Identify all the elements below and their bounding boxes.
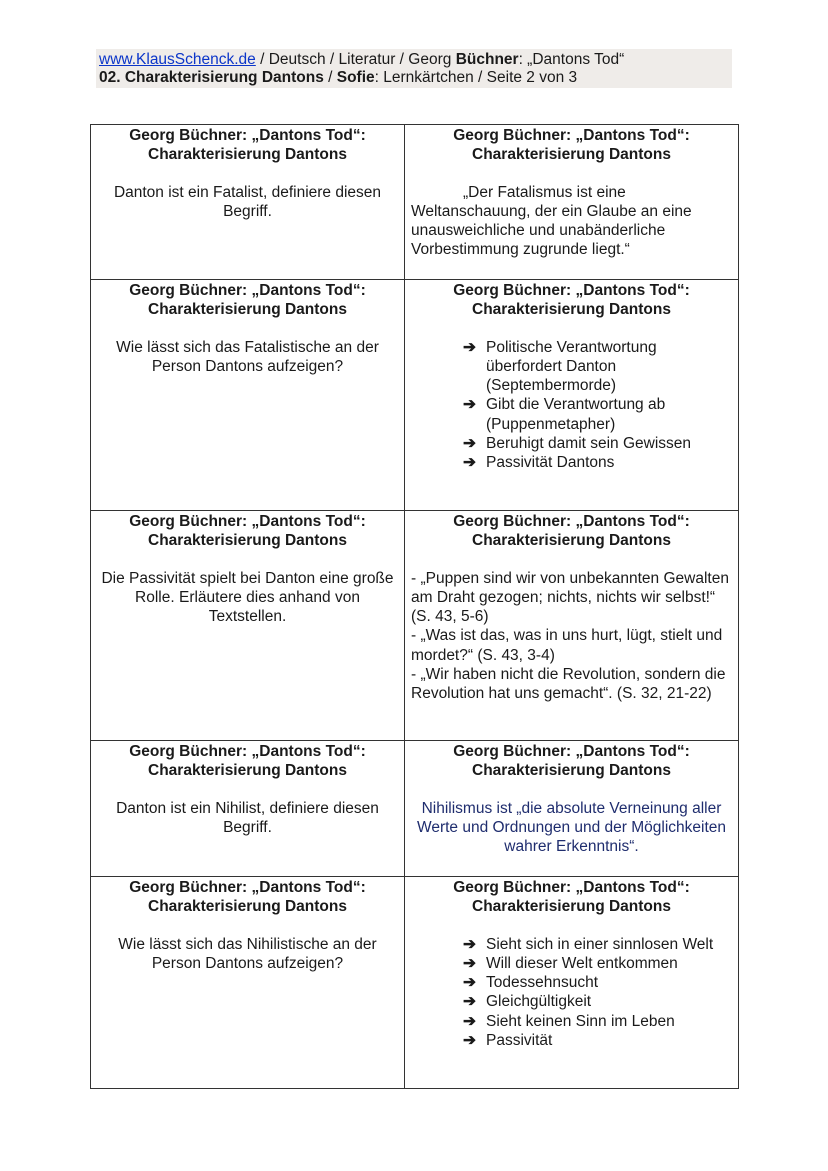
arrow-right-icon: ➔ xyxy=(463,435,476,453)
answer-card xyxy=(405,877,739,1089)
card-title: Georg Büchner: „Dantons Tod“: Charakterisierung Dantons xyxy=(129,513,366,550)
answer-card xyxy=(405,741,739,877)
separator: / xyxy=(323,69,337,86)
flashcard-row xyxy=(91,511,739,741)
flashcard-row xyxy=(91,877,739,1089)
question-card xyxy=(91,280,405,511)
arrow-right-icon: ➔ xyxy=(463,396,476,414)
quote-line: - „Puppen sind wir von unbekannten Gewalten am Draht gezogen; nichts, nichts wir selbst!“ (S. 43, 5-6) xyxy=(411,569,729,626)
author-name: Büchner xyxy=(455,51,519,68)
arrow-right-icon: ➔ xyxy=(463,993,476,1011)
answer-card xyxy=(405,280,739,511)
list-item: ➔ Passivität xyxy=(463,1032,553,1050)
header-line-1 xyxy=(99,51,729,69)
card-title: Georg Büchner: „Dantons Tod“: Charakterisierung Dantons xyxy=(453,879,690,916)
question-card xyxy=(91,125,405,280)
list-item: ➔ Politische Verantwortung überfordert Danton (Septembermorde) xyxy=(463,338,657,395)
card-title: Georg Büchner: „Dantons Tod“: Charakterisierung Dantons xyxy=(129,127,366,164)
list-item: ➔ Gibt die Verantwortung ab (Puppenmetapher) xyxy=(463,396,666,433)
list-item: ➔ Todessehnsucht xyxy=(463,974,599,992)
site-link[interactable]: www.KlausSchenck.de xyxy=(99,51,256,68)
answer-card xyxy=(405,511,739,741)
page-info: : Lernkärtchen / Seite 2 von 3 xyxy=(374,69,578,86)
answer-list xyxy=(411,338,732,473)
card-title: Georg Büchner: „Dantons Tod“: Charakterisierung Dantons xyxy=(129,743,366,780)
question-text: Danton ist ein Nihilist, definiere diesen Begriff. xyxy=(116,799,379,836)
list-item: ➔ Passivität Dantons xyxy=(463,454,615,472)
card-title: Georg Büchner: „Dantons Tod“: Charakterisierung Dantons xyxy=(453,127,690,164)
flashcard-row xyxy=(91,741,739,877)
arrow-right-icon: ➔ xyxy=(463,974,476,992)
question-card xyxy=(91,511,405,741)
answer-text: „Der Fatalismus ist eine Weltanschauung, der ein Glaube an eine unausweichliche und unabänderliche Vorbestimmung zugrunde liegt.“ xyxy=(411,183,692,259)
card-title: Georg Büchner: „Dantons Tod“: Charakterisierung Dantons xyxy=(453,282,690,319)
arrow-right-icon: ➔ xyxy=(463,954,476,972)
quote-line: - „Wir haben nicht die Revolution, sondern die Revolution hat uns gemacht“. (S. 32, 21-22) xyxy=(411,666,726,703)
card-title: Georg Büchner: „Dantons Tod“: Charakterisierung Dantons xyxy=(453,743,690,780)
page-header xyxy=(96,49,732,88)
arrow-right-icon: ➔ xyxy=(463,454,476,472)
work-title: : „Dantons Tod“ xyxy=(518,51,625,68)
question-card xyxy=(91,877,405,1089)
flashcard-row xyxy=(91,125,739,280)
arrow-right-icon: ➔ xyxy=(463,1032,476,1050)
list-item: ➔ Beruhigt damit sein Gewissen xyxy=(463,435,692,453)
answer-text: Nihilismus ist „die absolute Verneinung aller Werte und Ordnungen und der Möglichkeiten wahrer Erkenntnis“. xyxy=(416,799,727,856)
flashcard-row xyxy=(91,280,739,511)
card-title: Georg Büchner: „Dantons Tod“: Charakterisierung Dantons xyxy=(129,282,366,319)
answer-quotes xyxy=(411,569,732,704)
question-text: Wie lässt sich das Fatalistische an der Person Dantons aufzeigen? xyxy=(116,338,379,375)
list-item: ➔ Will dieser Welt entkommen xyxy=(463,954,678,972)
quote-line: - „Was ist das, was in uns hurt, lügt, stielt und mordet?“ (S. 43, 3-4) xyxy=(411,627,723,664)
student-name: Sofie xyxy=(336,69,375,86)
list-item: ➔ Sieht sich in einer sinnlosen Welt xyxy=(463,935,714,953)
question-card xyxy=(91,741,405,877)
breadcrumb: / Deutsch / Literatur / Georg xyxy=(255,51,456,68)
question-text: Wie lässt sich das Nihilistische an der Person Dantons aufzeigen? xyxy=(118,935,377,972)
header-line-2 xyxy=(99,69,729,87)
card-title: Georg Büchner: „Dantons Tod“: Charakterisierung Dantons xyxy=(453,513,690,550)
arrow-right-icon: ➔ xyxy=(463,338,476,356)
answer-card xyxy=(405,125,739,280)
arrow-right-icon: ➔ xyxy=(463,935,476,953)
arrow-right-icon: ➔ xyxy=(463,1012,476,1030)
answer-list xyxy=(411,935,732,1051)
list-item: ➔ Sieht keinen Sinn im Leben xyxy=(463,1012,675,1030)
list-item: ➔ Gleichgültigkeit xyxy=(463,993,592,1011)
section-title: 02. Charakterisierung Dantons xyxy=(99,69,324,86)
flashcard-table xyxy=(90,124,739,1089)
question-text: Die Passivität spielt bei Danton eine große Rolle. Erläutere dies anhand von Textstellen. xyxy=(101,569,394,626)
card-title: Georg Büchner: „Dantons Tod“: Charakterisierung Dantons xyxy=(129,879,366,916)
question-text: Danton ist ein Fatalist, definiere diesen Begriff. xyxy=(113,183,382,220)
